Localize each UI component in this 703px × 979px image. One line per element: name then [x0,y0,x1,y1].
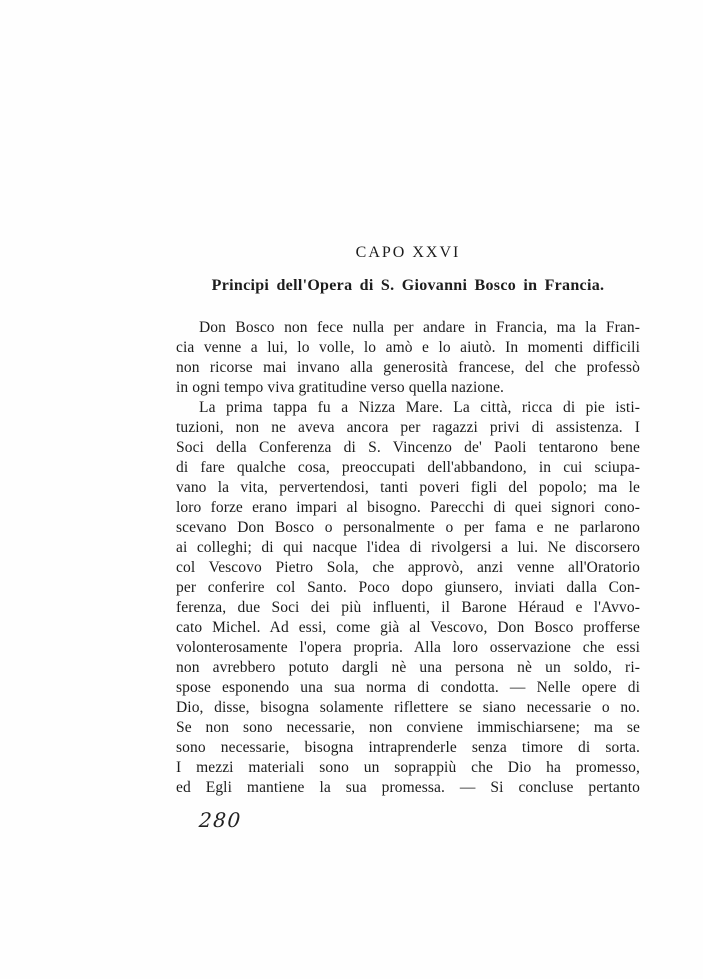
body-text [176,318,640,798]
body-line: col Vescovo Pietro Sola, che approvò, anzi venne all'Oratorio [176,559,640,576]
body-line: ai colleghi; di qui nacque l'idea di rivolgersi a lui. Ne discorsero [176,539,640,556]
body-line: cato Michel. Ad essi, come già al Vescovo, Don Bosco profferse [176,619,640,636]
body-line: tuzioni, non ne aveva ancora per ragazzi privi di assistenza. I [176,419,640,436]
body-line: scevano Don Bosco o personalmente o per fama e ne parlarono [176,519,640,536]
body-line: in ogni tempo viva gratitudine verso quella nazione. [176,379,505,396]
body-line: ed Egli mantiene la sua promessa. — Si concluse pertanto [176,779,640,796]
body-line: loro forze erano impari al bisogno. Parecchi di quei signori cono- [176,499,640,516]
body-line: di fare qualche cosa, preoccupati dell'abbandono, in cui sciupa- [176,459,640,476]
body-line: La prima tappa fu a Nizza Mare. La città, ricca di pie isti- [199,399,640,416]
body-line: Se non sono necessarie, non conviene immischiarsene; ma se [176,719,640,736]
body-line: non avrebbero potuto dargli nè una persona nè un soldo, ri- [176,659,640,676]
body-line: non ricorse mai invano alla generosità francese, del che professò [176,359,640,376]
chapter-subtitle: Principi dell'Opera di S. Giovanni Bosco in Francia. [211,277,605,294]
body-line: sono necessarie, bisogna intraprenderle senza timore di sorta. [176,739,640,756]
body-line: ferenza, due Soci dei più influenti, il Barone Héraud e l'Avvo- [176,599,640,616]
page-number: 280 [198,808,243,832]
body-line: Soci della Conferenza di S. Vincenzo de' Paoli tentarono bene [176,439,640,456]
body-line: Dio, disse, bisogna solamente riflettere se siano necessarie o no. [176,699,640,716]
body-line: volonterosamente l'opera propria. Alla loro osservazione che essi [176,639,640,656]
body-line: spose esponendo una sua norma di condotta. — Nelle opere di [176,679,640,696]
body-line: Don Bosco non fece nulla per andare in Francia, ma la Fran- [199,319,640,336]
body-line: cia venne a lui, lo volle, lo amò e lo aiutò. In momenti difficili [176,339,640,356]
body-line: I mezzi materiali sono un soprappiù che Dio ha promesso, [176,759,640,776]
chapter-heading: CAPO XXVI [355,244,461,261]
body-line: per conferire col Santo. Poco dopo giunsero, inviati dalla Con- [176,579,640,596]
body-line: vano la vita, pervertendosi, tanti poveri figli del popolo; ma le [176,479,640,496]
